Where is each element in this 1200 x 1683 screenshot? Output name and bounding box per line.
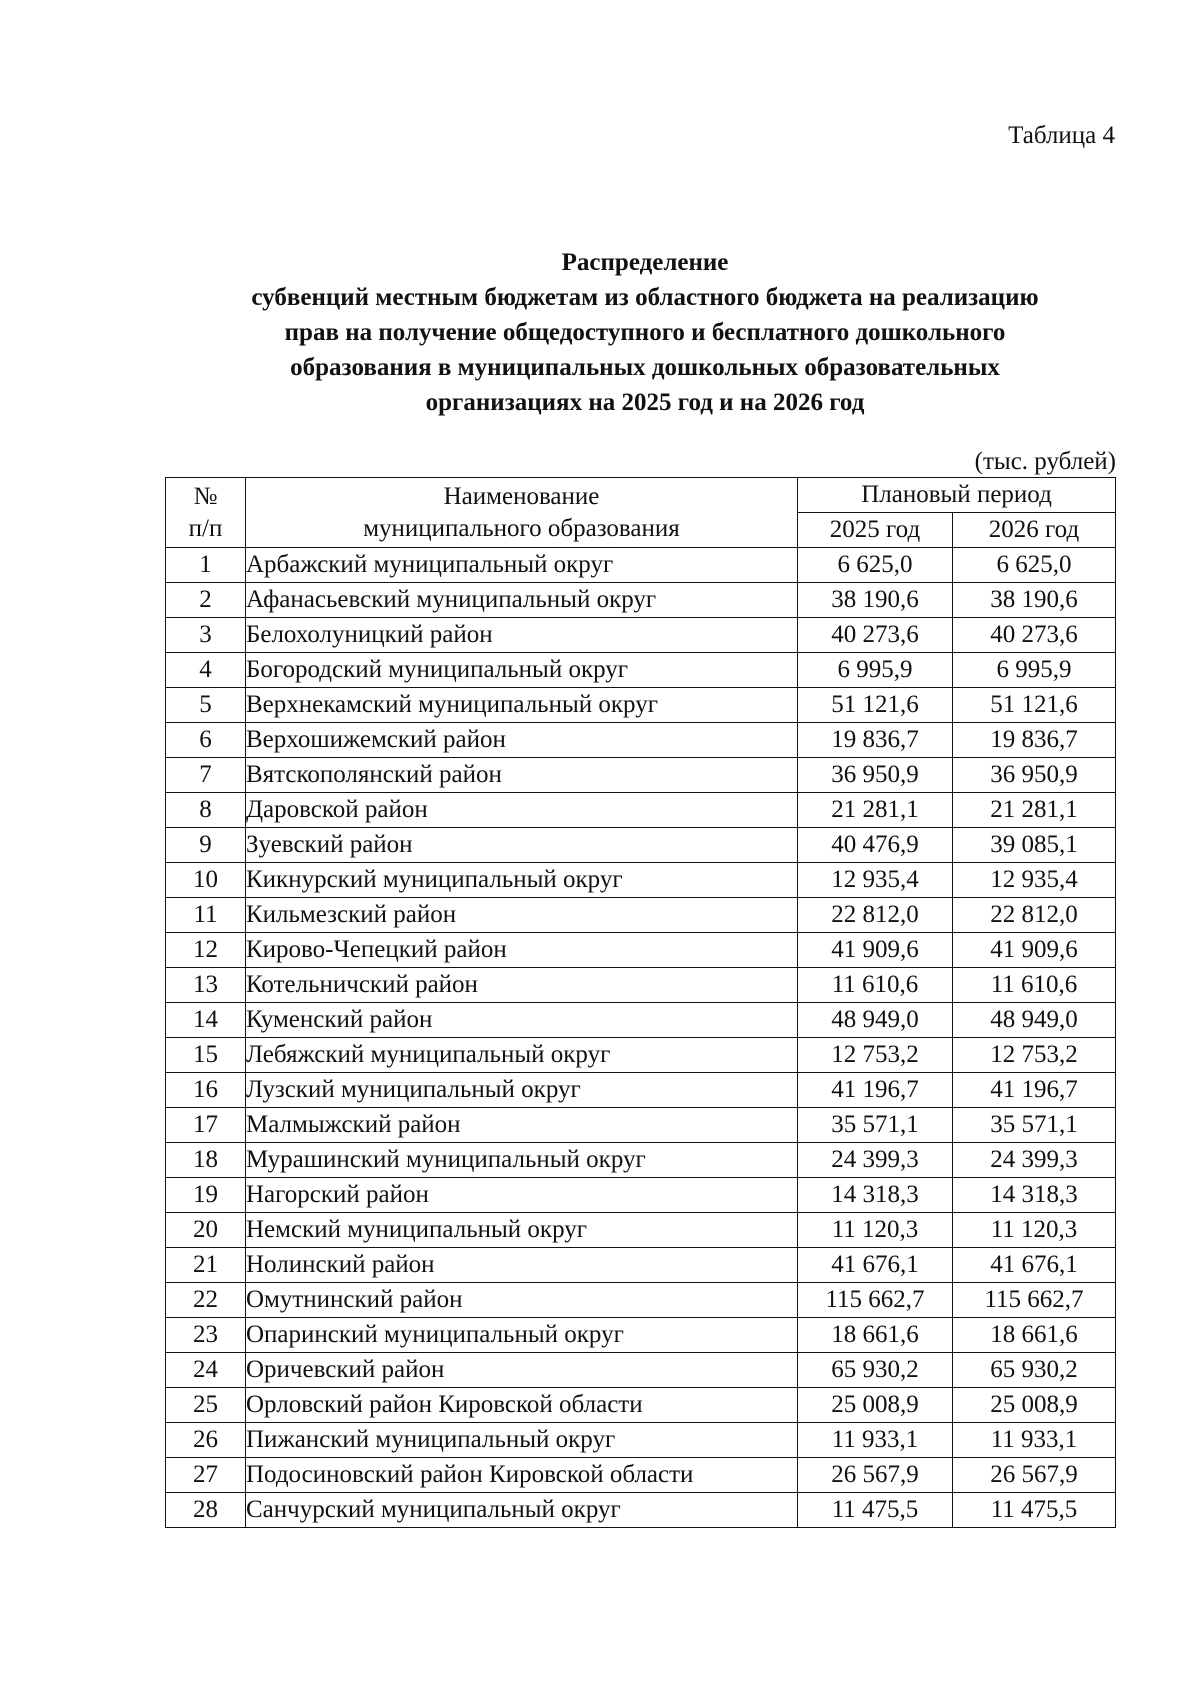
row-number: 26	[166, 1423, 246, 1458]
row-number: 16	[166, 1073, 246, 1108]
row-value-2025: 21 281,1	[798, 793, 953, 828]
row-value-2026: 35 571,1	[953, 1108, 1116, 1143]
table-row	[166, 933, 1116, 968]
row-name: Оричевский район	[246, 1353, 798, 1388]
table-row	[166, 1038, 1116, 1073]
title-line: образования в муниципальных дошкольных образовательных	[290, 354, 1000, 381]
row-number: 12	[166, 933, 246, 968]
header-name-line2: муниципального образования	[363, 514, 680, 542]
header-number	[166, 478, 246, 548]
row-value-2025: 65 930,2	[798, 1353, 953, 1388]
row-name: Подосиновский район Кировской области	[246, 1458, 798, 1493]
row-name: Немский муниципальный округ	[246, 1213, 798, 1248]
row-number: 10	[166, 863, 246, 898]
row-value-2025: 6 625,0	[798, 548, 953, 583]
row-name: Орловский район Кировской области	[246, 1388, 798, 1423]
row-value-2025: 11 610,6	[798, 968, 953, 1003]
row-value-2026: 6 625,0	[953, 548, 1116, 583]
title-line: организациях на 2025 год и на 2026 год	[425, 389, 865, 416]
row-number: 14	[166, 1003, 246, 1038]
row-number: 13	[166, 968, 246, 1003]
table-row	[166, 1248, 1116, 1283]
table-row	[166, 1353, 1116, 1388]
row-value-2026: 18 661,6	[953, 1318, 1116, 1353]
row-name: Афанасьевский муниципальный округ	[246, 583, 798, 618]
row-number: 28	[166, 1493, 246, 1528]
row-number: 18	[166, 1143, 246, 1178]
header-year-2026: 2026 год	[953, 513, 1116, 548]
row-value-2026: 26 567,9	[953, 1458, 1116, 1493]
row-number: 6	[166, 723, 246, 758]
row-name: Белохолуницкий район	[246, 618, 798, 653]
row-value-2025: 24 399,3	[798, 1143, 953, 1178]
row-value-2026: 51 121,6	[953, 688, 1116, 723]
row-value-2026: 14 318,3	[953, 1178, 1116, 1213]
table-row	[166, 793, 1116, 828]
row-number: 7	[166, 758, 246, 793]
row-number: 17	[166, 1108, 246, 1143]
row-name: Лебяжский муниципальный округ	[246, 1038, 798, 1073]
header-number-line1: №	[193, 482, 218, 510]
row-number: 22	[166, 1283, 246, 1318]
table-row	[166, 1213, 1116, 1248]
table-row	[166, 828, 1116, 863]
table-row	[166, 548, 1116, 583]
row-value-2026: 40 273,6	[953, 618, 1116, 653]
row-value-2026: 6 995,9	[953, 653, 1116, 688]
row-value-2026: 21 281,1	[953, 793, 1116, 828]
row-value-2026: 39 085,1	[953, 828, 1116, 863]
row-value-2025: 6 995,9	[798, 653, 953, 688]
table-row	[166, 898, 1116, 933]
row-value-2025: 41 196,7	[798, 1073, 953, 1108]
row-name: Пижанский муниципальный округ	[246, 1423, 798, 1458]
row-name: Богородский муниципальный округ	[246, 653, 798, 688]
row-value-2025: 14 318,3	[798, 1178, 953, 1213]
title-line: Распределение	[561, 249, 729, 276]
table-row	[166, 968, 1116, 1003]
row-value-2025: 41 909,6	[798, 933, 953, 968]
table-row	[166, 1108, 1116, 1143]
row-number: 24	[166, 1353, 246, 1388]
row-number: 21	[166, 1248, 246, 1283]
title-line: прав на получение общедоступного и бесплатного дошкольного	[284, 319, 1006, 346]
document-title	[160, 245, 1130, 420]
row-name: Нагорский район	[246, 1178, 798, 1213]
row-value-2026: 19 836,7	[953, 723, 1116, 758]
row-value-2026: 41 676,1	[953, 1248, 1116, 1283]
header-year-2025: 2025 год	[798, 513, 953, 548]
header-name-line1: Наименование	[443, 482, 600, 510]
table-row	[166, 1423, 1116, 1458]
table-label: Таблица 4	[1008, 122, 1115, 149]
units-note: (тыс. рублей)	[974, 448, 1116, 475]
table-row	[166, 653, 1116, 688]
row-name: Малмыжский район	[246, 1108, 798, 1143]
table-row	[166, 1318, 1116, 1353]
row-number: 8	[166, 793, 246, 828]
header-name	[246, 478, 798, 548]
row-value-2026: 41 196,7	[953, 1073, 1116, 1108]
table-row	[166, 1283, 1116, 1318]
table-row	[166, 1003, 1116, 1038]
row-number: 20	[166, 1213, 246, 1248]
row-number: 19	[166, 1178, 246, 1213]
row-value-2026: 38 190,6	[953, 583, 1116, 618]
table-row	[166, 1388, 1116, 1423]
row-value-2026: 12 935,4	[953, 863, 1116, 898]
row-name: Куменский район	[246, 1003, 798, 1038]
row-name: Арбажский муниципальный округ	[246, 548, 798, 583]
row-value-2025: 41 676,1	[798, 1248, 953, 1283]
row-name: Опаринский муниципальный округ	[246, 1318, 798, 1353]
row-value-2026: 36 950,9	[953, 758, 1116, 793]
row-name: Верхнекамский муниципальный округ	[246, 688, 798, 723]
row-name: Кикнурский муниципальный округ	[246, 863, 798, 898]
row-number: 1	[166, 548, 246, 583]
row-value-2025: 11 933,1	[798, 1423, 953, 1458]
row-name: Омутнинский район	[246, 1283, 798, 1318]
row-name: Мурашинский муниципальный округ	[246, 1143, 798, 1178]
table-row	[166, 1178, 1116, 1213]
header-number-line2: п/п	[188, 514, 223, 542]
row-number: 27	[166, 1458, 246, 1493]
row-value-2026: 115 662,7	[953, 1283, 1116, 1318]
row-value-2025: 11 475,5	[798, 1493, 953, 1528]
row-value-2025: 18 661,6	[798, 1318, 953, 1353]
row-number: 11	[166, 898, 246, 933]
table-row	[166, 583, 1116, 618]
row-value-2025: 40 476,9	[798, 828, 953, 863]
row-number: 4	[166, 653, 246, 688]
row-number: 15	[166, 1038, 246, 1073]
row-value-2025: 26 567,9	[798, 1458, 953, 1493]
row-name: Вятскополянский район	[246, 758, 798, 793]
table-body	[166, 548, 1116, 1528]
row-value-2025: 12 935,4	[798, 863, 953, 898]
row-value-2025: 115 662,7	[798, 1283, 953, 1318]
row-name: Верхошижемский район	[246, 723, 798, 758]
row-value-2026: 24 399,3	[953, 1143, 1116, 1178]
row-value-2025: 48 949,0	[798, 1003, 953, 1038]
row-value-2026: 25 008,9	[953, 1388, 1116, 1423]
row-value-2025: 25 008,9	[798, 1388, 953, 1423]
row-number: 3	[166, 618, 246, 653]
subvention-table	[165, 477, 1116, 1528]
row-value-2025: 40 273,6	[798, 618, 953, 653]
table-row	[166, 723, 1116, 758]
table-row	[166, 758, 1116, 793]
row-value-2025: 19 836,7	[798, 723, 953, 758]
row-value-2026: 11 120,3	[953, 1213, 1116, 1248]
row-name: Нолинский район	[246, 1248, 798, 1283]
row-value-2026: 11 933,1	[953, 1423, 1116, 1458]
row-name: Котельничский район	[246, 968, 798, 1003]
row-name: Даровской район	[246, 793, 798, 828]
row-value-2026: 12 753,2	[953, 1038, 1116, 1073]
row-value-2026: 48 949,0	[953, 1003, 1116, 1038]
row-value-2025: 12 753,2	[798, 1038, 953, 1073]
row-name: Лузский муниципальный округ	[246, 1073, 798, 1108]
row-value-2026: 11 475,5	[953, 1493, 1116, 1528]
table-row	[166, 863, 1116, 898]
row-value-2026: 65 930,2	[953, 1353, 1116, 1388]
row-name: Кирово-Чепецкий район	[246, 933, 798, 968]
row-value-2025: 22 812,0	[798, 898, 953, 933]
row-value-2025: 11 120,3	[798, 1213, 953, 1248]
table-row	[166, 1143, 1116, 1178]
title-line: субвенций местным бюджетам из областного бюджета на реализацию	[251, 284, 1039, 311]
row-number: 5	[166, 688, 246, 723]
table-row	[166, 1458, 1116, 1493]
table-row	[166, 618, 1116, 653]
table-row	[166, 1073, 1116, 1108]
row-value-2026: 11 610,6	[953, 968, 1116, 1003]
table-row	[166, 1493, 1116, 1528]
row-number: 2	[166, 583, 246, 618]
row-value-2026: 41 909,6	[953, 933, 1116, 968]
table-row	[166, 688, 1116, 723]
row-value-2026: 22 812,0	[953, 898, 1116, 933]
row-number: 23	[166, 1318, 246, 1353]
row-name: Зуевский район	[246, 828, 798, 863]
row-value-2025: 36 950,9	[798, 758, 953, 793]
header-period: Плановый период	[798, 478, 1116, 513]
row-value-2025: 38 190,6	[798, 583, 953, 618]
row-value-2025: 35 571,1	[798, 1108, 953, 1143]
row-name: Санчурский муниципальный округ	[246, 1493, 798, 1528]
row-number: 9	[166, 828, 246, 863]
row-number: 25	[166, 1388, 246, 1423]
row-name: Кильмезский район	[246, 898, 798, 933]
row-value-2025: 51 121,6	[798, 688, 953, 723]
